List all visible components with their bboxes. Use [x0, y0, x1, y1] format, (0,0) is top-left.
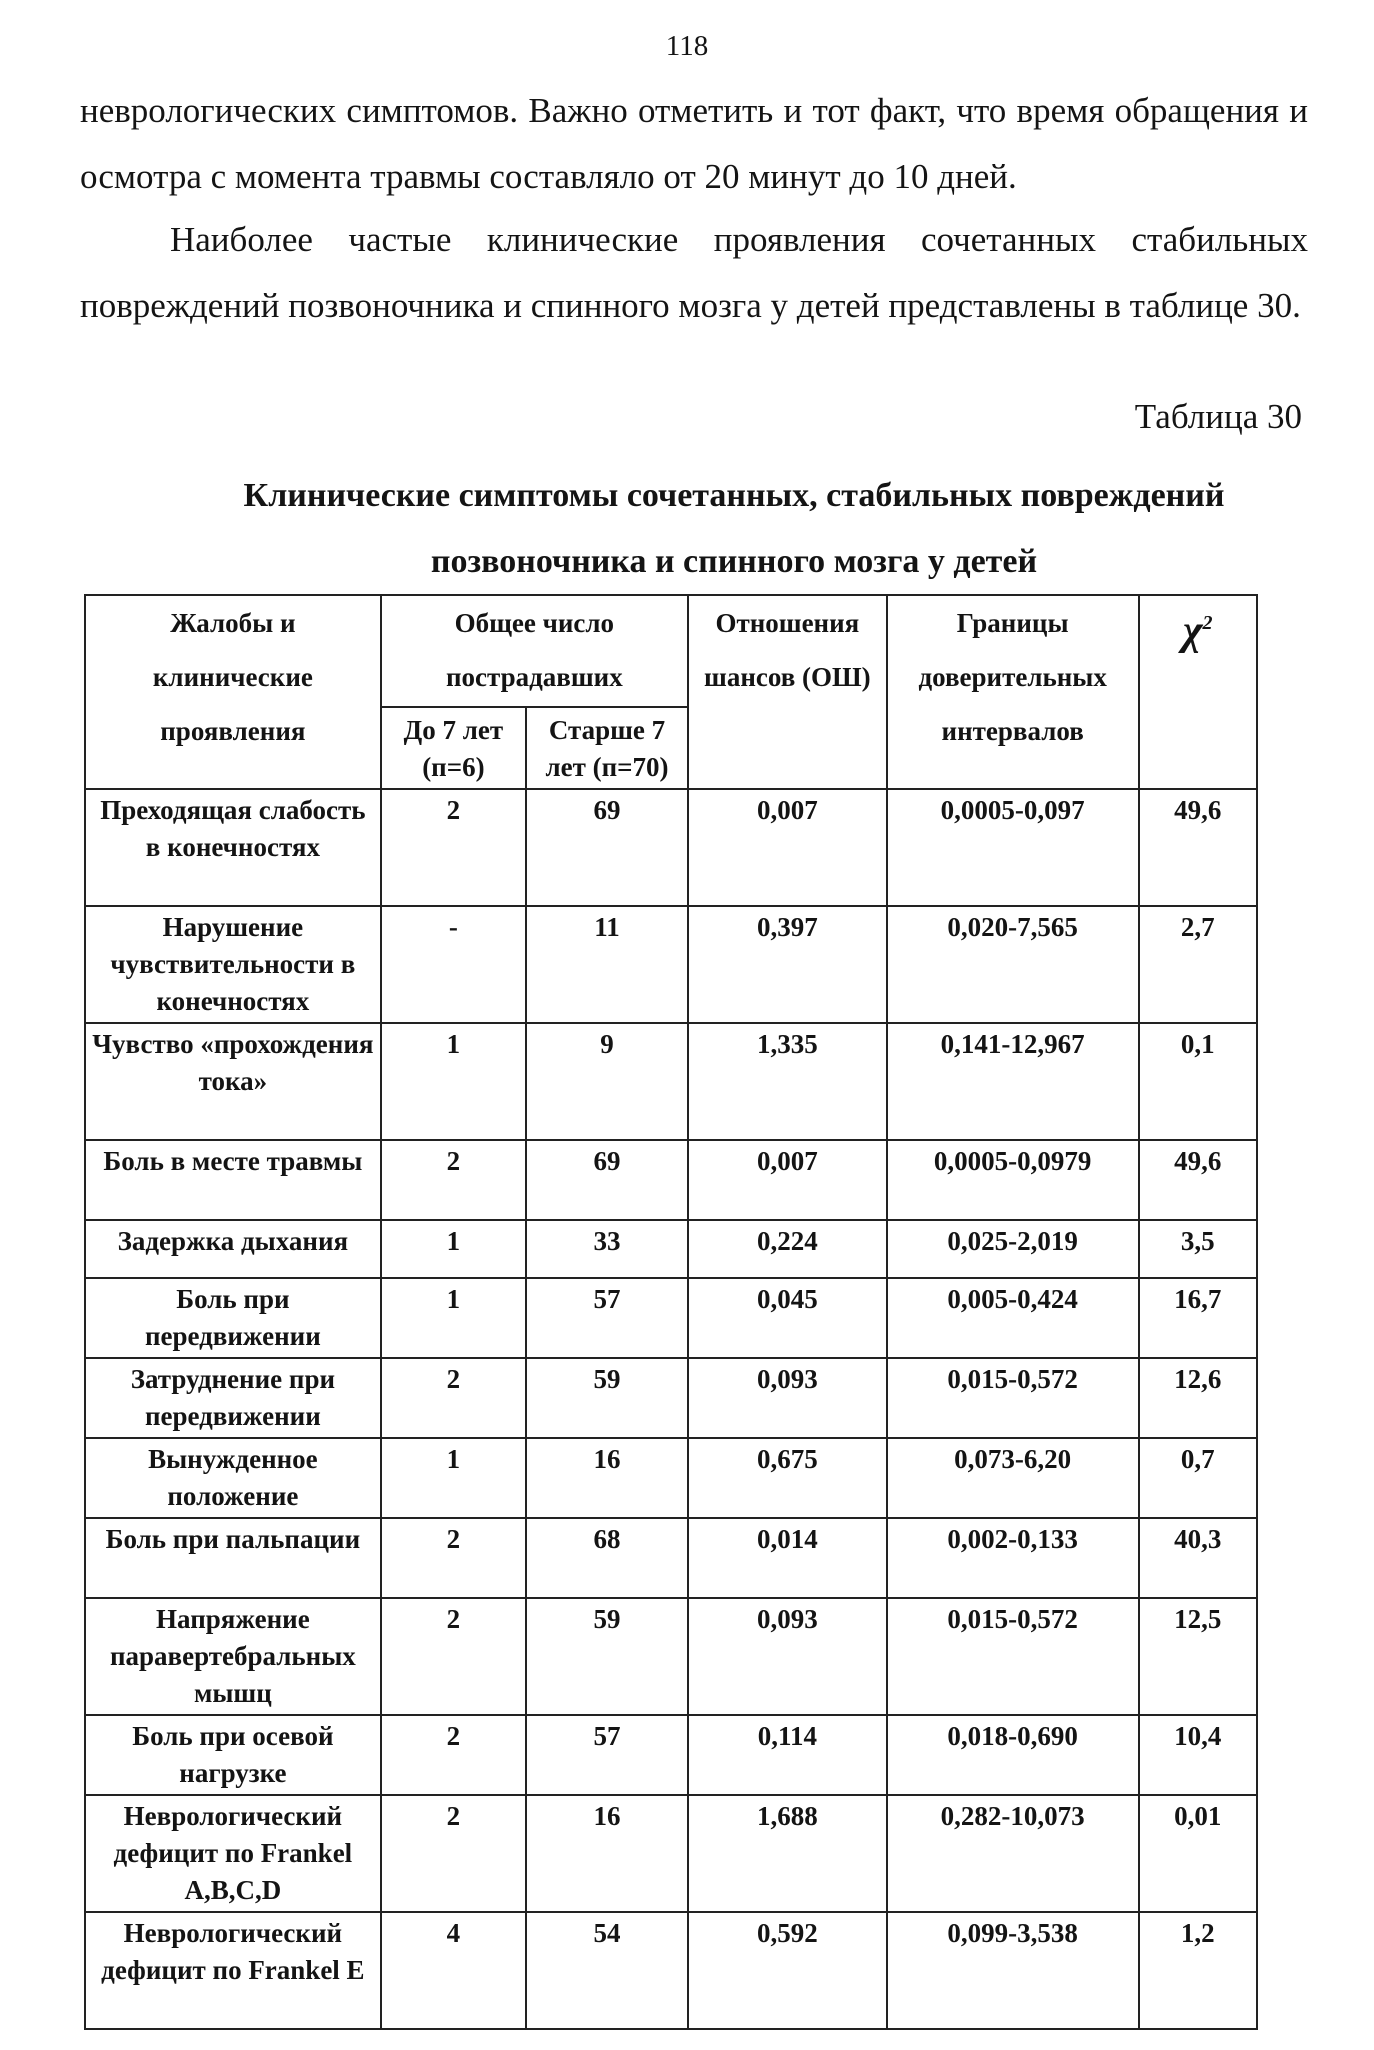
- cell-symptom: Вынужденное положение: [85, 1438, 381, 1518]
- cell-confidence-interval: 0,005-0,424: [887, 1278, 1139, 1358]
- cell-chi-square: 40,3: [1139, 1518, 1257, 1598]
- table-row: [85, 1598, 1257, 1715]
- cell-symptom: Задержка дыхания: [85, 1220, 381, 1278]
- cell-odds-ratio: 0,592: [688, 1912, 887, 2029]
- cell-over-7: 11: [526, 906, 688, 1023]
- cell-over-7: 69: [526, 1140, 688, 1220]
- table-title-line-1: Клинические симптомы сочетанных, стабильных повреждений: [243, 477, 1225, 514]
- cell-confidence-interval: 0,015-0,572: [887, 1598, 1139, 1715]
- cell-chi-square: 10,4: [1139, 1715, 1257, 1795]
- cell-symptom: Затруднение при передвижении: [85, 1358, 381, 1438]
- cell-under-7: 1: [381, 1023, 526, 1140]
- header-total: Общее число пострадавших: [381, 595, 688, 707]
- cell-confidence-interval: 0,282-10,073: [887, 1795, 1139, 1912]
- cell-confidence-interval: 0,099-3,538: [887, 1912, 1139, 2029]
- cell-under-7: 1: [381, 1220, 526, 1278]
- cell-under-7: 2: [381, 1598, 526, 1715]
- header-over-7: Старше 7 лет (п=70): [526, 707, 688, 789]
- cell-symptom: Боль при пальпации: [85, 1518, 381, 1598]
- cell-under-7: 1: [381, 1278, 526, 1358]
- cell-confidence-interval: 0,018-0,690: [887, 1715, 1139, 1795]
- chi-exponent: 2: [1202, 612, 1213, 634]
- cell-symptom: Боль при передвижении: [85, 1278, 381, 1358]
- cell-chi-square: 49,6: [1139, 789, 1257, 906]
- table-title-line-2: позвоночника и спинного мозга у детей: [430, 543, 1038, 580]
- table-row: [85, 1278, 1257, 1358]
- cell-over-7: 57: [526, 1715, 688, 1795]
- cell-odds-ratio: 0,007: [688, 789, 887, 906]
- cell-symptom: Неврологический дефицит по Frankel E: [85, 1912, 381, 2029]
- cell-odds-ratio: 1,335: [688, 1023, 887, 1140]
- paragraph-intro-table: Наиболее частые клинические проявления сочетанных стабильных повреждений позвоночника и спинного мозга у детей представлены в таблице 30.: [80, 220, 1308, 325]
- cell-symptom: Нарушение чувствительности в конечностях: [85, 906, 381, 1023]
- table-row: [85, 1715, 1257, 1795]
- cell-chi-square: 16,7: [1139, 1278, 1257, 1358]
- cell-under-7: 2: [381, 1715, 526, 1795]
- cell-confidence-interval: 0,0005-0,097: [887, 789, 1139, 906]
- cell-symptom: Чувство «прохождения тока»: [85, 1023, 381, 1140]
- header-under-7: До 7 лет (п=6): [381, 707, 526, 789]
- table-row: [85, 1912, 1257, 2029]
- cell-symptom: Боль при осевой нагрузке: [85, 1715, 381, 1795]
- symptoms-table: [84, 594, 1258, 2030]
- header-complaints: Жалобы и клинические проявления: [85, 595, 381, 789]
- cell-confidence-interval: 0,073-6,20: [887, 1438, 1139, 1518]
- page-number: 118: [665, 30, 709, 62]
- table-row: [85, 1023, 1257, 1140]
- cell-chi-square: 0,1: [1139, 1023, 1257, 1140]
- table-row: [85, 1358, 1257, 1438]
- table-row: [85, 906, 1257, 1023]
- table-row: [85, 1220, 1257, 1278]
- cell-chi-square: 2,7: [1139, 906, 1257, 1023]
- cell-over-7: 16: [526, 1438, 688, 1518]
- cell-symptom: Преходящая слабость в конечностях: [85, 789, 381, 906]
- cell-odds-ratio: 0,093: [688, 1358, 887, 1438]
- header-chi-square: [1139, 595, 1257, 789]
- chi-symbol: χ: [1182, 608, 1203, 654]
- table-row: [85, 1438, 1257, 1518]
- cell-odds-ratio: 0,675: [688, 1438, 887, 1518]
- cell-confidence-interval: 0,020-7,565: [887, 906, 1139, 1023]
- cell-over-7: 54: [526, 1912, 688, 2029]
- cell-under-7: -: [381, 906, 526, 1023]
- cell-odds-ratio: 0,114: [688, 1715, 887, 1795]
- cell-symptom: Неврологический дефицит по Frankel A,B,C,D: [85, 1795, 381, 1912]
- cell-odds-ratio: 0,397: [688, 906, 887, 1023]
- cell-confidence-interval: 0,015-0,572: [887, 1358, 1139, 1438]
- cell-odds-ratio: 1,688: [688, 1795, 887, 1912]
- cell-chi-square: 3,5: [1139, 1220, 1257, 1278]
- cell-odds-ratio: 0,093: [688, 1598, 887, 1715]
- table-label: Таблица 30: [1134, 397, 1302, 436]
- cell-confidence-interval: 0,002-0,133: [887, 1518, 1139, 1598]
- header-odds-ratio: Отношения шансов (ОШ): [688, 595, 887, 789]
- cell-odds-ratio: 0,045: [688, 1278, 887, 1358]
- cell-chi-square: 49,6: [1139, 1140, 1257, 1220]
- cell-over-7: 69: [526, 789, 688, 906]
- cell-over-7: 59: [526, 1358, 688, 1438]
- table-title: [80, 463, 1374, 595]
- cell-chi-square: 12,5: [1139, 1598, 1257, 1715]
- cell-over-7: 16: [526, 1795, 688, 1912]
- cell-symptom: Боль в месте травмы: [85, 1140, 381, 1220]
- cell-under-7: 2: [381, 789, 526, 906]
- cell-confidence-interval: 0,025-2,019: [887, 1220, 1139, 1278]
- cell-under-7: 2: [381, 1795, 526, 1912]
- cell-odds-ratio: 0,224: [688, 1220, 887, 1278]
- cell-under-7: 2: [381, 1358, 526, 1438]
- cell-odds-ratio: 0,007: [688, 1140, 887, 1220]
- cell-odds-ratio: 0,014: [688, 1518, 887, 1598]
- table-row: [85, 1795, 1257, 1912]
- table-row: [85, 789, 1257, 906]
- cell-chi-square: 0,01: [1139, 1795, 1257, 1912]
- cell-over-7: 9: [526, 1023, 688, 1140]
- cell-over-7: 68: [526, 1518, 688, 1598]
- cell-under-7: 4: [381, 1912, 526, 2029]
- cell-under-7: 2: [381, 1518, 526, 1598]
- table-row: [85, 1518, 1257, 1598]
- cell-chi-square: 12,6: [1139, 1358, 1257, 1438]
- cell-chi-square: 0,7: [1139, 1438, 1257, 1518]
- cell-over-7: 57: [526, 1278, 688, 1358]
- cell-under-7: 1: [381, 1438, 526, 1518]
- cell-chi-square: 1,2: [1139, 1912, 1257, 2029]
- cell-confidence-interval: 0,0005-0,0979: [887, 1140, 1139, 1220]
- cell-over-7: 33: [526, 1220, 688, 1278]
- table-row: [85, 1140, 1257, 1220]
- cell-symptom: Напряжение паравертебральных мышц: [85, 1598, 381, 1715]
- header-confidence-interval: Границы доверительных интервалов: [887, 595, 1139, 789]
- cell-over-7: 59: [526, 1598, 688, 1715]
- paragraph-continuation: неврологических симптомов. Важно отметить и тот факт, что время обращения и осмотра с момента травмы составляло от 20 минут до 10 дней.: [80, 91, 1308, 196]
- cell-under-7: 2: [381, 1140, 526, 1220]
- cell-confidence-interval: 0,141-12,967: [887, 1023, 1139, 1140]
